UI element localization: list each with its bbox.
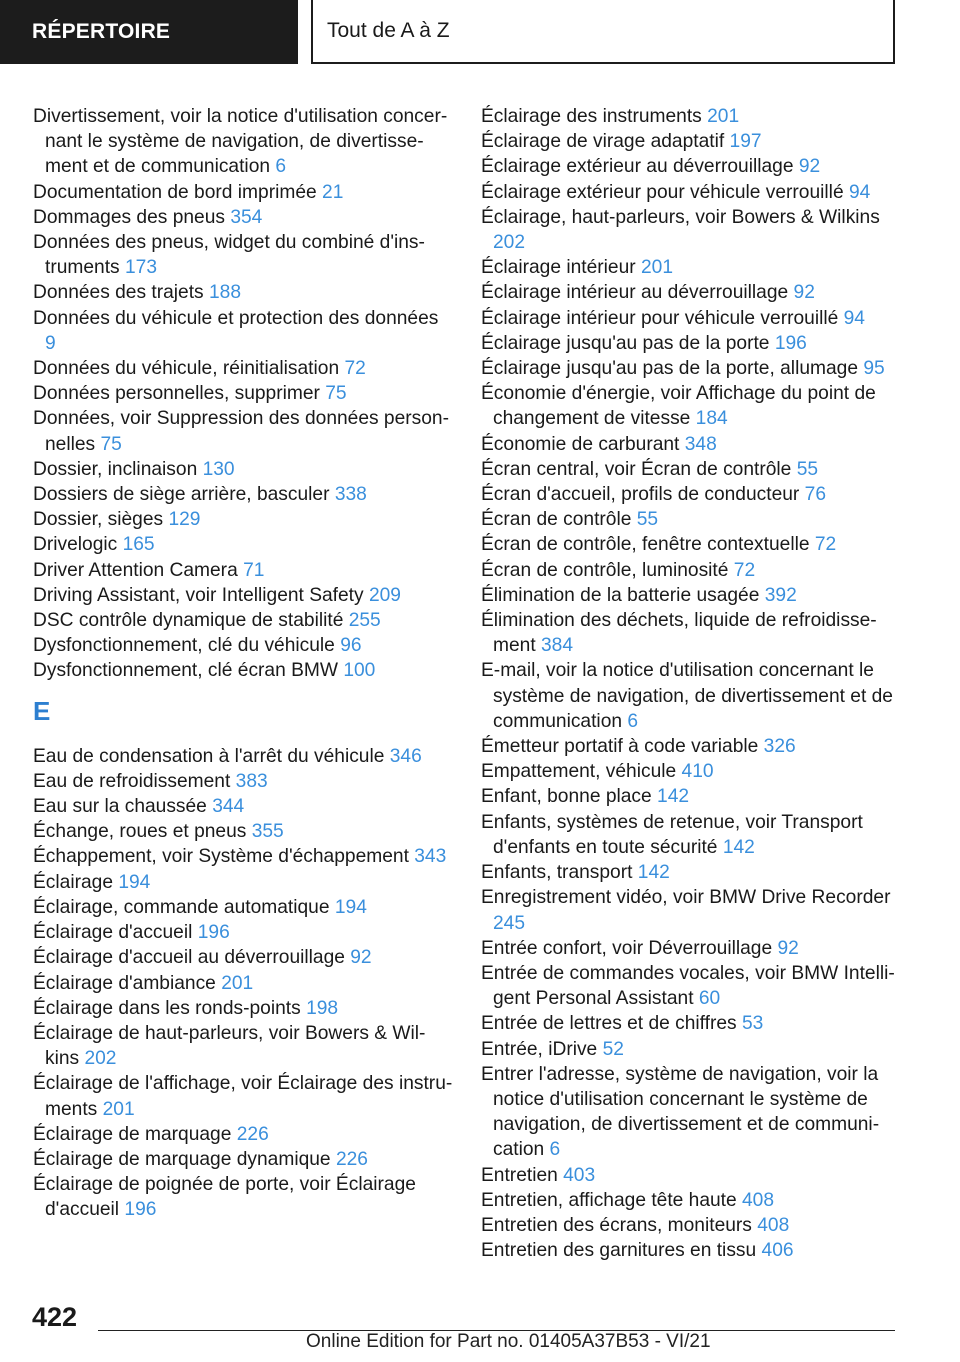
page-link[interactable]: 92 xyxy=(777,937,799,959)
entry-text: Éclairage de haut-parleurs, voir Bowers & Wilkins xyxy=(33,1022,426,1070)
entries-right xyxy=(481,104,901,1263)
index-entry xyxy=(481,432,901,457)
index-entry xyxy=(33,104,453,180)
entry-text: Écran central, voir Écran de contrôle xyxy=(481,458,792,480)
page-link[interactable]: 226 xyxy=(335,1148,368,1170)
page-link[interactable]: 196 xyxy=(197,922,230,944)
entry-text: DSC contrôle dynamique de stabilité xyxy=(33,610,344,632)
section-title: Tout de A à Z xyxy=(311,0,895,64)
entry-text: Entrer l'adresse, système de navigation, voir la notice d'utilisation concernant le système de navigation, de divertissement et de communication xyxy=(481,1063,880,1161)
page-link[interactable]: 92 xyxy=(350,947,372,969)
index-entry xyxy=(481,658,901,734)
entry-text: Dossiers de siège arrière, basculer xyxy=(33,484,330,506)
entry-text: Données du véhicule et protection des données xyxy=(33,307,439,329)
entry-text: Documentation de bord imprimée xyxy=(33,181,317,203)
entry-text: Données du véhicule, réinitialisation xyxy=(33,358,340,380)
index-entry xyxy=(481,356,901,381)
entry-text: Dossier, inclinaison xyxy=(33,458,198,480)
index-entry xyxy=(33,507,453,532)
entry-text: Dysfonctionnement, clé écran BMW xyxy=(33,660,338,682)
index-entry xyxy=(481,457,901,482)
page-link[interactable]: 410 xyxy=(681,761,714,783)
entry-text: Émetteur portatif à code variable xyxy=(481,736,759,758)
index-entry xyxy=(481,129,901,154)
page-link[interactable]: 194 xyxy=(118,871,151,893)
entry-text: Économie de carburant xyxy=(481,433,680,455)
index-entry xyxy=(33,895,453,920)
index-entry xyxy=(481,1062,901,1163)
index-entry xyxy=(33,1071,453,1121)
page-number: 422 xyxy=(32,1302,78,1332)
index-entry xyxy=(481,558,901,583)
index-entry xyxy=(33,769,453,794)
page-link[interactable]: 196 xyxy=(124,1199,157,1221)
entry-text: Écran d'accueil, profils de conducteur xyxy=(481,484,800,506)
index-entry xyxy=(33,608,453,633)
index-entry xyxy=(33,457,453,482)
section-tab: RÉPERTOIRE xyxy=(0,0,298,64)
index-entry xyxy=(481,608,901,658)
entry-text: Données des trajets xyxy=(33,282,204,304)
page-link[interactable]: 202 xyxy=(493,232,526,254)
entry-text: Échappement, voir Système d'échappement xyxy=(33,846,409,868)
index-entry xyxy=(481,381,901,431)
entry-text: Dommages des pneus xyxy=(33,206,225,228)
page-link[interactable]: 184 xyxy=(695,408,728,430)
index-entry xyxy=(481,532,901,557)
index-entry xyxy=(481,860,901,885)
entry-text: Données, voir Suppression des données personnelles xyxy=(33,408,449,455)
page-link[interactable]: 6 xyxy=(627,710,639,732)
entry-text: Éclairage intérieur pour véhicule verrouillé xyxy=(481,307,839,329)
entry-text: Éclairage dans les ronds-points xyxy=(33,997,301,1019)
entry-text: Éclairage de marquage xyxy=(33,1123,232,1145)
entry-text: Écran de contrôle, luminosité xyxy=(481,559,729,581)
index-entry xyxy=(481,734,901,759)
index-entry xyxy=(481,1011,901,1036)
page-link[interactable]: 55 xyxy=(636,509,659,531)
page-link[interactable]: 355 xyxy=(251,821,284,843)
page-link[interactable]: 196 xyxy=(774,332,807,354)
page-link[interactable]: 165 xyxy=(122,534,155,556)
page-link[interactable]: 338 xyxy=(334,484,367,506)
index-entry xyxy=(33,633,453,658)
index-entry xyxy=(33,744,453,769)
entry-text: Enfants, transport xyxy=(481,862,633,884)
entry-text: Eau de condensation à l'arrêt du véhicule xyxy=(33,745,385,767)
entry-text: Échange, roues et pneus xyxy=(33,821,247,843)
entry-text: Éclairage des instruments xyxy=(481,106,702,127)
index-entry xyxy=(481,936,901,961)
entry-text: Entrée de commandes vocales, voir BMW Intelligent Personal Assistant xyxy=(481,962,895,1010)
page-link[interactable]: 76 xyxy=(804,484,826,506)
page-link[interactable]: 346 xyxy=(389,745,422,767)
page-link[interactable]: 198 xyxy=(306,997,339,1019)
page-link[interactable]: 52 xyxy=(602,1038,624,1060)
index-entry xyxy=(33,945,453,970)
entry-text: Élimination de la batterie usagée xyxy=(481,584,760,606)
page-link[interactable]: 255 xyxy=(348,610,381,632)
entry-text: E-mail, voir la notice d'utilisation concernant le système de navigation, de divertissement et de communication xyxy=(481,660,893,732)
entry-text: Éclairage jusqu'au pas de la porte xyxy=(481,332,770,354)
entry-text: Éclairage d'ambiance xyxy=(33,972,216,994)
page-link[interactable]: 75 xyxy=(100,433,122,455)
index-entry xyxy=(33,1172,453,1222)
index-entry xyxy=(33,205,453,230)
page-link[interactable]: 202 xyxy=(84,1048,117,1070)
index-entry xyxy=(481,1163,901,1188)
index-entry xyxy=(481,331,901,356)
index-entry xyxy=(33,180,453,205)
page-link[interactable]: 383 xyxy=(235,770,268,792)
page-link[interactable]: 142 xyxy=(657,786,690,808)
page-link[interactable]: 130 xyxy=(202,458,235,480)
page-link[interactable]: 226 xyxy=(236,1123,269,1145)
entry-text: Éclairage de virage adaptatif xyxy=(481,131,725,153)
entry-text: Éclairage extérieur au déverrouillage xyxy=(481,156,794,178)
entry-text: Données personnelles, supprimer xyxy=(33,383,320,405)
index-entry xyxy=(481,180,901,205)
entry-text: Éclairage de poignée de porte, voir Éclairage d'accueil xyxy=(33,1174,416,1221)
index-entry xyxy=(33,381,453,406)
entry-text: Eau de refroidissement xyxy=(33,770,231,792)
index-entry xyxy=(33,1122,453,1147)
entry-text: Dossier, sièges xyxy=(33,509,164,531)
index-entry xyxy=(33,870,453,895)
entry-text: Entrée confort, voir Déverrouillage xyxy=(481,937,773,959)
page-link[interactable]: 60 xyxy=(698,988,721,1010)
entries-d xyxy=(33,104,453,684)
entry-text: Empattement, véhicule xyxy=(481,761,677,783)
index-entry xyxy=(481,205,901,255)
entry-text: Dysfonctionnement, clé du véhicule xyxy=(33,635,335,657)
entry-text: Éclairage intérieur xyxy=(481,257,636,279)
entry-text: Driving Assistant, voir Intelligent Safety xyxy=(33,584,364,606)
index-entry xyxy=(33,532,453,557)
page-link[interactable]: 92 xyxy=(793,282,815,304)
index-entry xyxy=(33,658,453,683)
page-link[interactable]: 209 xyxy=(368,584,401,606)
page-link[interactable]: 55 xyxy=(796,458,819,480)
index-entry xyxy=(481,104,901,129)
index-entry xyxy=(481,507,901,532)
index-entry xyxy=(33,482,453,507)
entry-text: Entretien des garnitures en tissu xyxy=(481,1240,757,1262)
entry-text: Entrée, iDrive xyxy=(481,1038,598,1060)
entry-text: Écran de contrôle, fenêtre contextuelle xyxy=(481,534,810,556)
index-entry xyxy=(481,280,901,305)
page-link[interactable]: 72 xyxy=(814,534,837,556)
page-link[interactable]: 197 xyxy=(729,131,762,153)
page-link[interactable]: 6 xyxy=(275,156,287,178)
index-entry xyxy=(33,583,453,608)
index-entry xyxy=(481,482,901,507)
entry-text: Éclairage, commande automatique xyxy=(33,896,330,918)
page-link[interactable]: 92 xyxy=(798,156,821,178)
page-link[interactable]: 75 xyxy=(325,383,347,405)
index-entry xyxy=(481,154,901,179)
entry-text: Éclairage xyxy=(33,871,113,893)
page-link[interactable]: 348 xyxy=(684,433,717,455)
page-link[interactable]: 403 xyxy=(563,1164,596,1186)
entry-text: Éclairage d'accueil au déverrouillage xyxy=(33,947,345,969)
footer-edition: Online Edition for Part no. 01405A37B53 - VI/21 xyxy=(306,1331,711,1352)
page-link[interactable]: 6 xyxy=(549,1139,561,1161)
entry-text: Élimination des déchets, liquide de refroidissement xyxy=(481,610,877,657)
page-link[interactable]: 406 xyxy=(761,1240,794,1262)
page-link[interactable]: 129 xyxy=(168,509,201,531)
entry-text: Enregistrement vidéo, voir BMW Drive Recorder xyxy=(481,887,891,909)
entry-text: Éclairage jusqu'au pas de la porte, allumage xyxy=(481,358,858,380)
entry-text: Enfants, systèmes de retenue, voir Transport d'enfants en toute sécurité xyxy=(481,811,863,858)
index-entry xyxy=(481,306,901,331)
page-link[interactable]: 354 xyxy=(230,206,263,228)
entry-text: Divertissement, voir la notice d'utilisation concernant le système de navigation, de divertissement et de communication xyxy=(33,106,448,178)
page-link[interactable]: 142 xyxy=(722,836,755,858)
entry-text: Enfant, bonne place xyxy=(481,786,652,808)
entry-text: Écran de contrôle xyxy=(481,509,632,531)
entry-text: Données des pneus, widget du combiné d'instruments xyxy=(33,232,425,279)
page-link[interactable]: 201 xyxy=(707,106,740,127)
index-entry xyxy=(33,558,453,583)
entry-text: Entretien xyxy=(481,1164,558,1186)
entry-text: Éclairage extérieur pour véhicule verrouillé xyxy=(481,181,844,203)
index-entry xyxy=(33,306,453,356)
entry-text: Éclairage, haut-parleurs, voir Bowers & Wilkins xyxy=(481,206,880,228)
index-entry xyxy=(33,971,453,996)
index-entry xyxy=(33,1147,453,1172)
letter-heading: E xyxy=(33,695,51,726)
index-entry xyxy=(481,1037,901,1062)
index-entry xyxy=(33,1021,453,1071)
entry-text: Entrée de lettres et de chiffres xyxy=(481,1013,737,1035)
index-entry xyxy=(481,810,901,860)
page-link[interactable]: 384 xyxy=(541,635,574,657)
index-entry xyxy=(481,961,901,1011)
index-entry xyxy=(481,583,901,608)
page-link[interactable]: 100 xyxy=(343,660,376,682)
index-entry xyxy=(481,885,901,935)
page-link[interactable]: 94 xyxy=(843,307,865,329)
page-link[interactable]: 201 xyxy=(102,1098,135,1120)
page-link[interactable]: 326 xyxy=(763,736,796,758)
index-entry xyxy=(33,280,453,305)
index-entry xyxy=(33,844,453,869)
entry-text: Économie d'énergie, voir Affichage du point de changement de vitesse xyxy=(481,383,876,430)
page-link[interactable]: 201 xyxy=(641,257,674,279)
page-link[interactable]: 72 xyxy=(344,358,366,380)
page-link[interactable]: 21 xyxy=(322,181,344,203)
index-entry xyxy=(481,1188,901,1213)
entry-text: Éclairage de l'affichage, voir Éclairage des instruments xyxy=(33,1073,453,1120)
page-link[interactable]: 194 xyxy=(334,896,367,918)
entry-text: Entretien des écrans, moniteurs xyxy=(481,1214,752,1236)
entry-text: Driver Attention Camera xyxy=(33,559,238,581)
page-link[interactable]: 9 xyxy=(45,332,56,354)
index-column-left xyxy=(33,104,453,1223)
page-link[interactable]: 245 xyxy=(493,912,526,934)
index-entry xyxy=(33,920,453,945)
page-link[interactable]: 142 xyxy=(637,862,670,884)
page-link[interactable]: 392 xyxy=(764,584,797,606)
page-link[interactable]: 72 xyxy=(733,559,756,581)
index-entry xyxy=(33,819,453,844)
page-link[interactable]: 96 xyxy=(340,635,362,657)
page-link[interactable]: 201 xyxy=(221,972,254,994)
index-entry xyxy=(481,255,901,280)
index-column-right xyxy=(481,104,901,1263)
page-link[interactable]: 173 xyxy=(125,257,158,279)
entry-text: Eau sur la chaussée xyxy=(33,796,207,818)
page-link[interactable]: 94 xyxy=(848,181,871,203)
page-link[interactable]: 53 xyxy=(741,1013,764,1035)
entry-text: Éclairage intérieur au déverrouillage xyxy=(481,282,789,304)
index-entry xyxy=(33,356,453,381)
index-entry xyxy=(33,406,453,456)
page-link[interactable]: 71 xyxy=(243,559,265,581)
index-entry xyxy=(481,759,901,784)
index-entry xyxy=(481,1213,901,1238)
index-entry xyxy=(481,1238,901,1263)
entries-e xyxy=(33,744,453,1223)
page-link[interactable]: 344 xyxy=(212,796,245,818)
page-link[interactable]: 408 xyxy=(742,1189,775,1211)
index-entry xyxy=(33,230,453,280)
entry-text: Éclairage de marquage dynamique xyxy=(33,1148,331,1170)
page-link[interactable]: 95 xyxy=(863,358,885,380)
index-entry xyxy=(33,794,453,819)
entry-text: Éclairage d'accueil xyxy=(33,922,193,944)
index-entry xyxy=(481,784,901,809)
page-link[interactable]: 188 xyxy=(209,282,242,304)
entry-text: Drivelogic xyxy=(33,534,118,556)
page-link[interactable]: 408 xyxy=(757,1214,790,1236)
index-entry xyxy=(33,996,453,1021)
page-link[interactable]: 343 xyxy=(414,846,447,868)
entry-text: Entretien, affichage tête haute xyxy=(481,1189,737,1211)
